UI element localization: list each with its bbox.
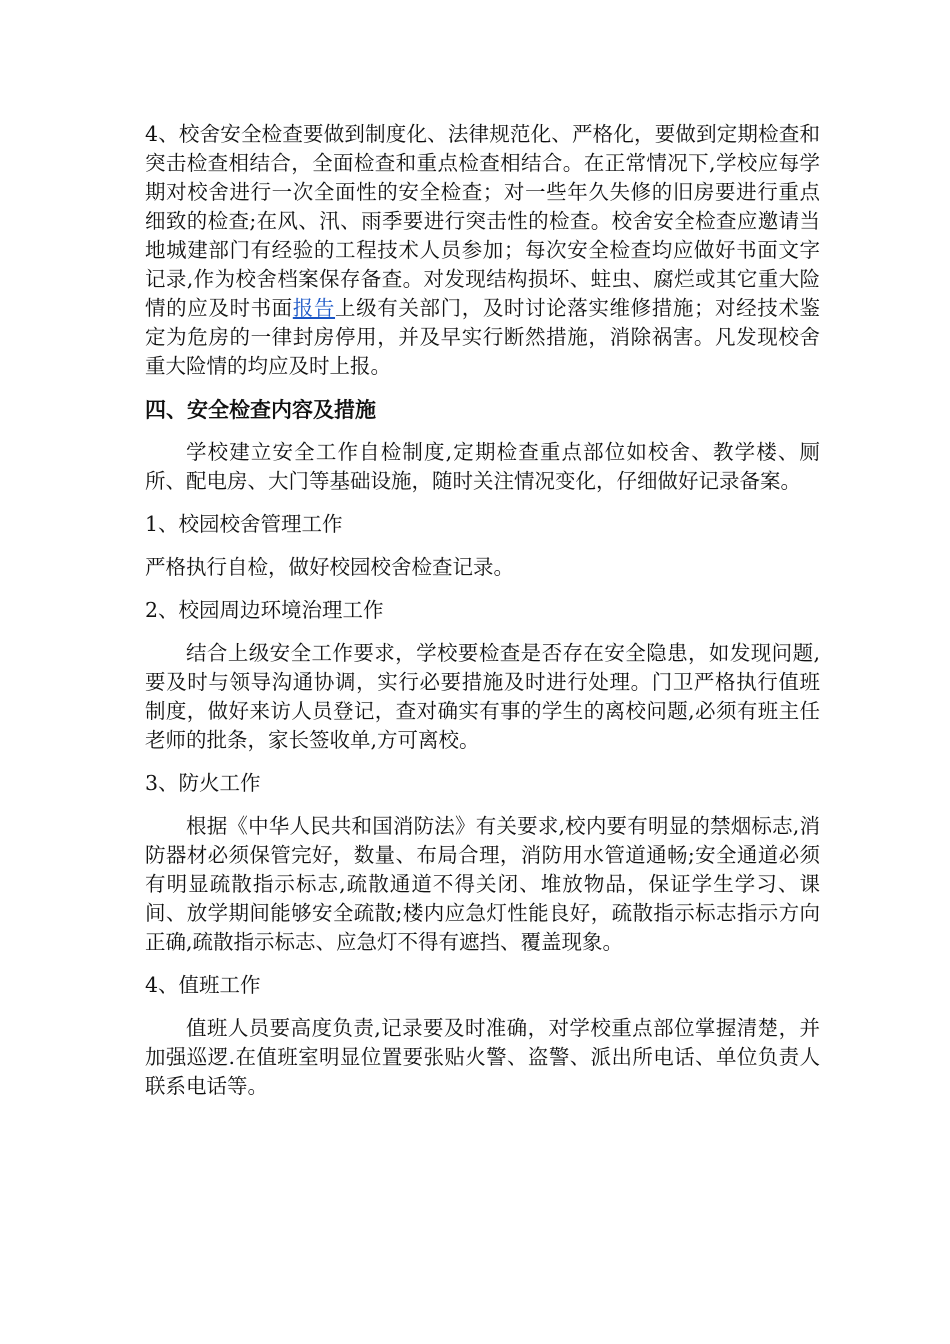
item1-title: 1、校园校舍管理工作 xyxy=(145,512,343,536)
item4-body: 值班人员要高度负责,记录要及时准确，对学校重点部位掌握清楚，并加强巡逻.在值班室明显位置要张贴火警、盗警、派出所电话、单位负责人联系电话等。 xyxy=(145,1016,820,1098)
item3-title: 3、防火工作 xyxy=(145,771,261,795)
report-link[interactable]: 报告 xyxy=(292,296,336,320)
paragraph-text-before-link: 4、校舍安全检查要做到制度化、法律规范化、严格化，要做到定期检查和突击检查相结合，全面检查和重点检查相结合。在正常情况下,学校应每学期对校舍进行一次全面性的安全检查；对一些年久失修的旧房要进行重点细致的检查;在风、汛、雨季要进行突击性的检查。校舍安全检查应邀请当地城建部门有经验的工程技术人员参加；每次安全检查均应做好书面文字记录,作为校舍档案保存备查。对发现结构损坏、蛀虫、腐烂或其它重大险情的应及时书面 xyxy=(145,122,820,320)
paragraph-school-inspection xyxy=(145,120,820,381)
item1-body: 严格执行自检，做好校园校舍检查记录。 xyxy=(145,555,514,579)
item2-title: 2、校园周边环境治理工作 xyxy=(145,598,384,622)
item3-body: 根据《中华人民共和国消防法》有关要求,校内要有明显的禁烟标志,消防器材必须保管完好，数量、布局合理，消防用水管道通畅;安全通道必须有明显疏散指示标志,疏散通道不得关闭、堆放物品，保证学生学习、课间、放学期间能够安全疏散;楼内应急灯性能良好，疏散指示标志指示方向正确,疏散指示标志、应急灯不得有遮挡、覆盖现象。 xyxy=(145,814,820,954)
paragraph-text-after-link: 上级有关部门，及时讨论落实维修措施；对经技术鉴定为危房的一律封房停用，并及早实行断然措施，消除祸害。凡发现校舍重大险情的均应及时上报。 xyxy=(145,296,821,378)
section-intro: 学校建立安全工作自检制度,定期检查重点部位如校舍、教学楼、厕所、配电房、大门等基础设施，随时关注情况变化，仔细做好记录备案。 xyxy=(145,440,820,493)
item4-title: 4、值班工作 xyxy=(145,973,261,997)
document-page xyxy=(145,120,820,1115)
item2-body: 结合上级安全工作要求，学校要检查是否存在安全隐患，如发现问题,要及时与领导沟通协调，实行必要措施及时进行处理。门卫严格执行值班制度，做好来访人员登记，查对确实有事的学生的离校问题,必须有班主任老师的批条，家长签收单,方可离校。 xyxy=(145,641,820,752)
section-heading: 四、安全检查内容及措施 xyxy=(145,397,376,422)
